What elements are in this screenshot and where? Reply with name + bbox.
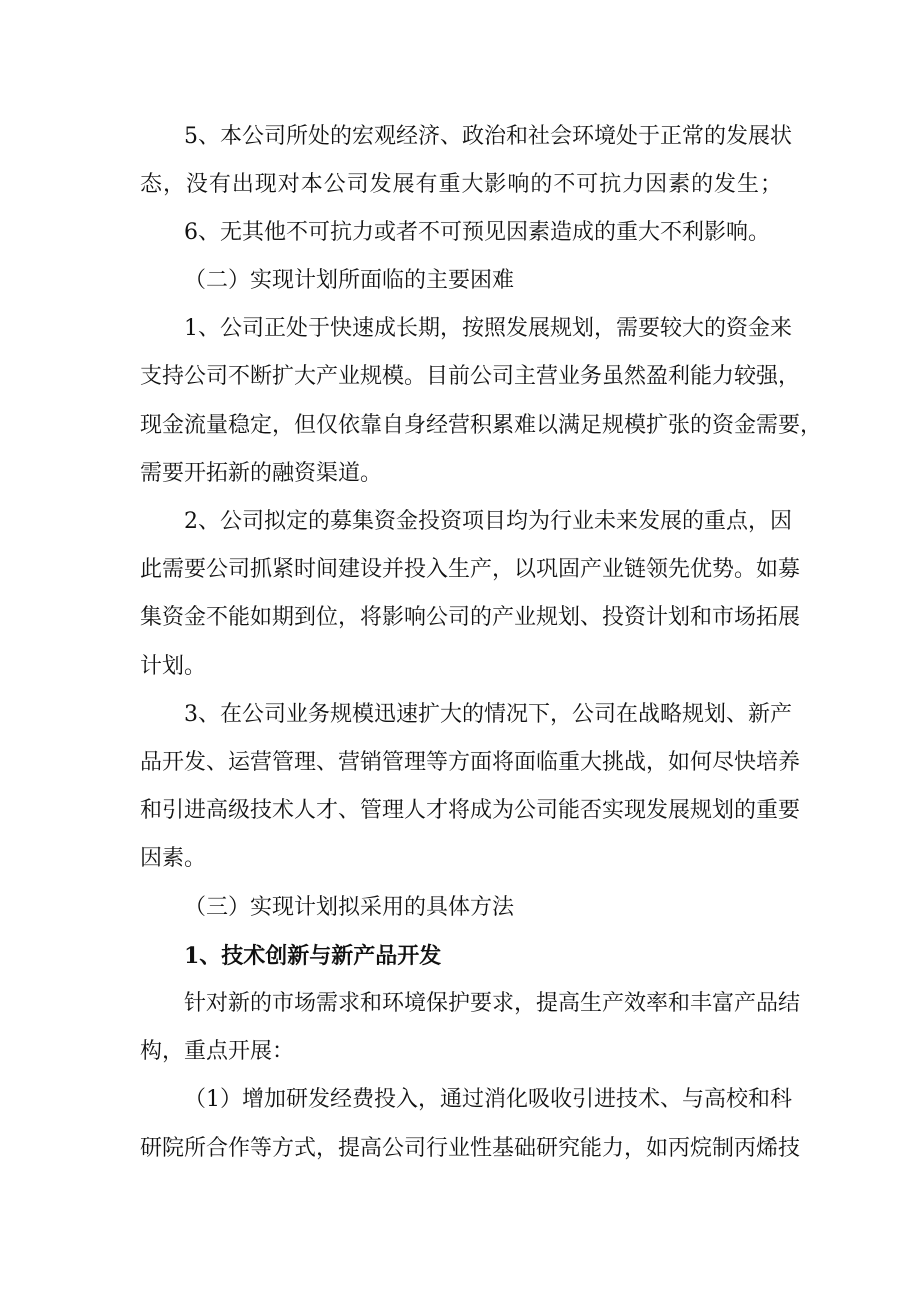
paragraph-line: 2、公司拟定的募集资金投资项目均为行业未来发展的重点，因 [184,509,792,534]
paragraph-line: （1）增加研发经费投入，通过消化吸收引进技术、与高校和科 [184,1087,792,1112]
paragraph-line: 3、在公司业务规模迅速扩大的情况下，公司在战略规划、新产 [184,702,792,727]
paragraph-line: 集资金不能如期到位，将影响公司的产业规划、投资计划和市场拓展 [140,605,801,630]
paragraph-line: 品开发、运营管理、营销管理等方面将面临重大挑战，如何尽快培养 [140,750,801,775]
paragraph-line: 6、无其他不可抗力或者不可预见因素造成的重大不利影响。 [184,220,770,245]
paragraph-line: 研院所合作等方式，提高公司行业性基础研究能力，如丙烷制丙烯技 [140,1136,801,1161]
subsection-heading: 1、技术创新与新产品开发 [184,943,442,969]
paragraph-line: 现金流量稳定，但仅依靠自身经营积累难以满足规模扩张的资金需要， [140,413,823,438]
section-heading: （三）实现计划拟采用的具体方法 [184,895,515,920]
section-heading: （二）实现计划所面临的主要困难 [184,268,515,293]
paragraph-line: 5、本公司所处的宏观经济、政治和社会环境处于正常的发展状 [184,124,792,149]
paragraph-line: 计划。 [140,654,207,679]
paragraph-line: 和引进高级技术人才、管理人才将成为公司能否实现发展规划的重要 [140,798,801,823]
paragraph-line: 因素。 [140,846,207,871]
paragraph-line: 支持公司不断扩大产业规模。目前公司主营业务虽然盈利能力较强， [140,364,801,389]
paragraph-line: 针对新的市场需求和环境保护要求，提高生产效率和丰富产品结 [184,991,801,1016]
paragraph-line: 需要开拓新的融资渠道。 [140,461,383,486]
paragraph-line: 构，重点开展： [140,1039,295,1064]
paragraph-line: 此需要公司抓紧时间建设并投入生产，以巩固产业链领先优势。如募 [140,557,801,582]
paragraph-line: 1、公司正处于快速成长期，按照发展规划，需要较大的资金来 [184,316,792,341]
paragraph-line: 态，没有出现对本公司发展有重大影响的不可抗力因素的发生； [140,172,782,197]
